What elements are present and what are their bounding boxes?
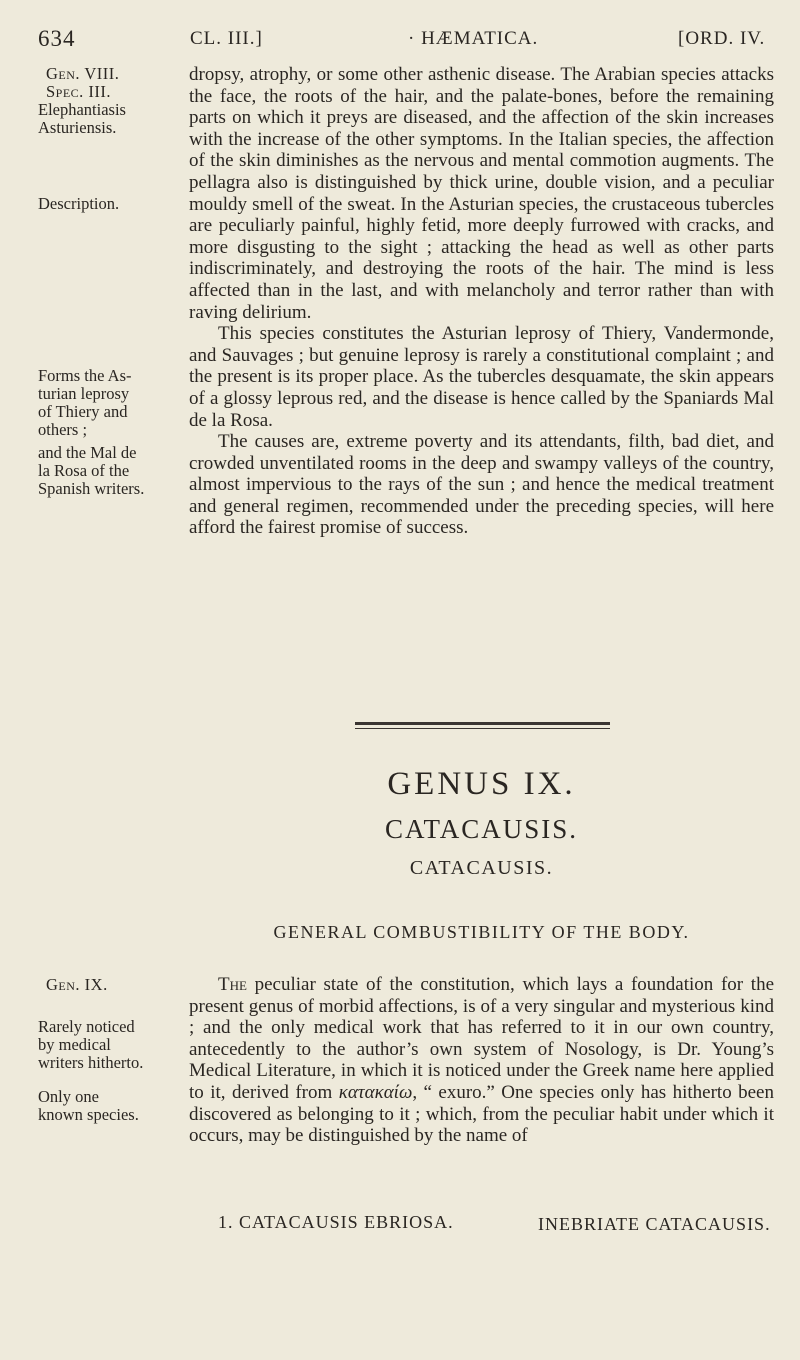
- sidenote-forms: Forms the As- turian leprosy of Thiery and others ;: [38, 366, 132, 439]
- sidenote-genus-ix: Gen. IX.: [46, 975, 108, 994]
- running-head-order: [ORD. IV.: [678, 28, 766, 49]
- paragraph-lead-word: The: [218, 974, 247, 995]
- main-text-top: [189, 64, 774, 539]
- paragraph-symptoms: dropsy, atrophy, or some other asthenic disease. The Arabian species attacks the face, the roots of the hair, and the palate-bones, before the remaining parts on which it preys are diseased, and the affection of the skin increases with the increase of the other symptoms. In the Italian species, the affection of the skin diminishes as the nervous and mental commotion augments. The pellagra also is distinguished by thick urine, double vision, and a peculiar mouldy smell of the sweat. In the Asturian species, the crustaceous tubercles are peculiarly painful, highly fetid, more deeply furrowed with cracks, and more disgusting to the sight ; attacking the head as well as other parts indiscriminately, and destroying the roots of the hair. The mind is less affected than in the last, and with melancholy and terror rather than with raving delirium.: [189, 64, 774, 323]
- main-text-genus: [189, 974, 774, 1147]
- genus-name-small: CATACAUSIS.: [409, 857, 554, 879]
- sidenote-mal-de-rosa: and the Mal de la Rosa of the Spanish writers.: [38, 443, 145, 498]
- sidenote-only-one: Only one known species.: [38, 1087, 139, 1124]
- sidenote-genus-species: Gen. VIII. Spec. III. Elephantiasis Asturiensis.: [38, 64, 126, 137]
- paragraph-causes: The causes are, extreme poverty and its attendants, filth, bad diet, and crowded unventilated rooms in the deep and swampy valleys of the country, almost impervious to the rays of the sun ; and hence the medical treatment and general regimen, recommended under the preceding species, will here afford the fairest promise of success.: [189, 431, 774, 539]
- paragraph-asturian-leprosy: This species constitutes the Asturian leprosy of Thiery, Vandermonde, and Sauvages ; but genuine leprosy is rarely a constitutional complaint ; and the present is its proper place. As the tubercles desquamate, the skin appears of a glossy leprous red, and the disease is hence called by the Spaniards Mal de la Rosa.: [189, 323, 774, 431]
- section-rule-thick: [355, 722, 610, 725]
- sidenote-description: Description.: [38, 194, 120, 213]
- genus-heading: GENUS IX.: [387, 766, 576, 802]
- sidenote-rarely-noticed: Rarely noticed by medical writers hitherto.: [38, 1017, 144, 1072]
- genus-subtitle: GENERAL COMBUSTIBILITY OF THE BODY.: [273, 922, 690, 942]
- paragraph-genus-intro: The peculiar state of the constitution, which lays a foundation for the present genus of morbid affections, is of a very singular and mysterious kind ; and the only medical work that has referred to it in our own country, antecedently to the author’s own system of Nosology, is Dr. Young’s Medical Literature, in which it is noticed under the Greek name here applied to it, derived from κατακαίω, “ exuro.” One species only has hitherto been discovered as belonging to it ; which, from the peculiar habit under which it occurs, may be distinguished by the name of: [189, 974, 774, 1147]
- page-number: 634: [38, 26, 76, 51]
- species-english-name: INEBRIATE CATACAUSIS.: [538, 1214, 771, 1234]
- genus-name: CATACAUSIS.: [384, 814, 579, 844]
- running-head-title: · HÆMATICA.: [408, 28, 539, 49]
- running-head-class: CL. III.]: [190, 28, 263, 49]
- section-rule-thin: [355, 728, 610, 729]
- greek-word: κατακαίω: [338, 1081, 413, 1103]
- species-latin-name: 1. CATACAUSIS EBRIOSA.: [218, 1212, 454, 1232]
